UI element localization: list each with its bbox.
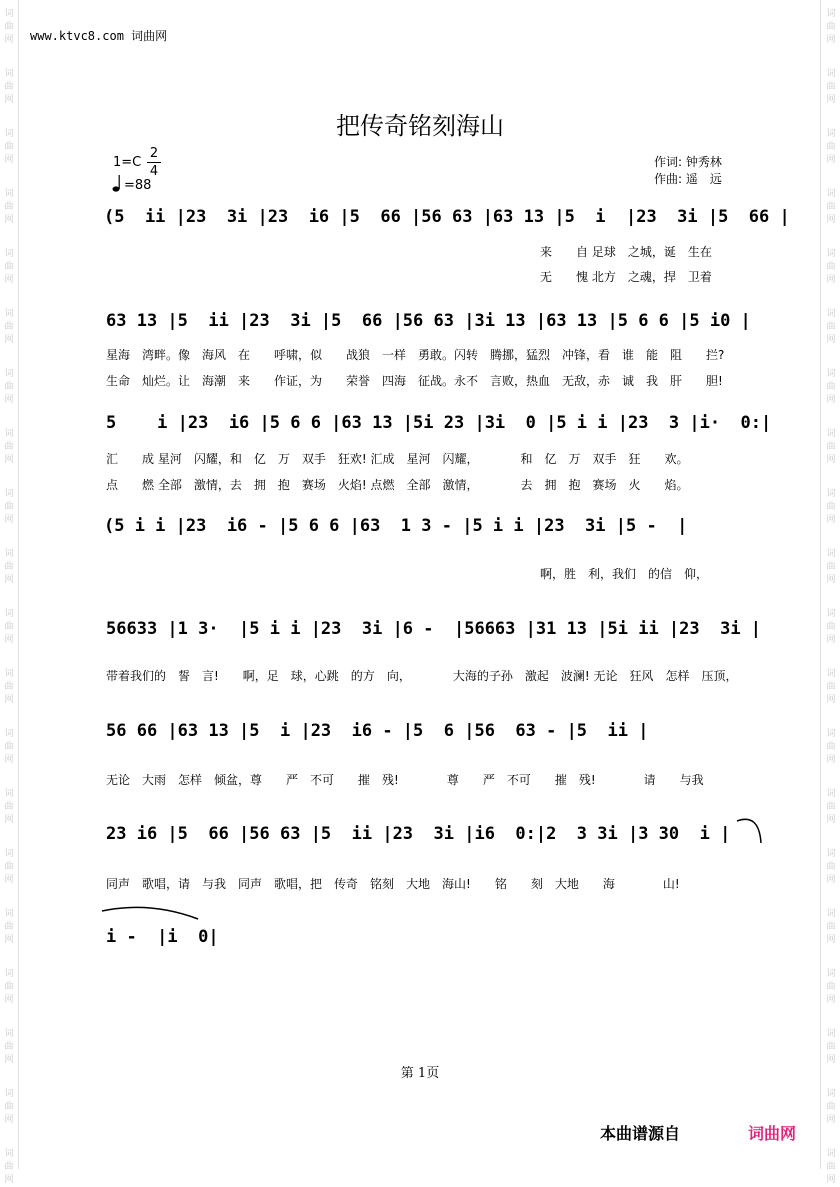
watermark-text: 词 曲 网 xyxy=(4,429,14,465)
lyric-line: 汇 成 星河 闪耀，和 亿 万 双手 狂欢! 汇成 星河 闪耀， 和 亿 万 双手 狂 欢。 xyxy=(106,452,689,466)
lyric-line: 无 愧 北方 之魂，捍 卫着 xyxy=(540,270,712,284)
watermark-text: 词 曲 网 xyxy=(826,189,836,225)
watermark-text: 词 曲 网 xyxy=(826,1029,836,1065)
lyric-line: 带着我们的 誓 言! 啊，足 球，心跳 的方 向， 大海的子孙 激起 波澜! 无论 狂风 怎样 压顶， xyxy=(106,669,738,683)
watermark-text: 词 曲 网 xyxy=(4,9,14,45)
site-header[interactable]: www.ktvc8.com 词曲网 xyxy=(30,29,168,43)
notation-line: 23 i6 |5 66 |56 63 |5 ii |23 3i |i6 0:|2 3 3i |3 30 i | xyxy=(106,824,731,844)
watermark-text: 词 曲 网 xyxy=(826,729,836,765)
watermark-text: 词 曲 网 xyxy=(4,849,14,885)
notation-line: i - |i 0| xyxy=(106,927,219,947)
watermark-text: 词 曲 网 xyxy=(826,429,836,465)
watermark-text: 词 曲 网 xyxy=(4,189,14,225)
quarter-note-icon xyxy=(112,173,124,193)
watermark-text: 词 曲 网 xyxy=(4,249,14,285)
watermark-text: 词 曲 网 xyxy=(826,609,836,645)
watermark-text: 词 曲 网 xyxy=(826,549,836,585)
watermark-text: 词 曲 网 xyxy=(826,909,836,945)
song-title: 把传奇铭刻海山 xyxy=(336,112,504,140)
notation-line: 56633 |1 3· |5 i i |23 3i |6 - |56663 |31 13 |5i ii |23 3i | xyxy=(106,619,762,639)
notation-line: 63 13 |5 ii |23 3i |5 66 |56 63 |3i 13 |63 13 |5 6 6 |5 i0 | xyxy=(106,311,751,331)
watermark-text: 词 曲 网 xyxy=(4,549,14,585)
watermark-text: 词 曲 网 xyxy=(4,789,14,825)
page-border-left xyxy=(18,0,19,1169)
watermark-text: 词 曲 网 xyxy=(4,369,14,405)
notation-line: 56 66 |63 13 |5 i |23 i6 - |5 6 |56 63 - |5 ii | xyxy=(106,721,649,741)
composer-credit: 作曲: 遥 远 xyxy=(654,172,722,186)
watermark-text: 词 曲 网 xyxy=(4,1089,14,1125)
watermark-text: 词 曲 网 xyxy=(4,669,14,705)
time-signature-top: 2 xyxy=(149,146,159,161)
watermark-text: 词 曲 网 xyxy=(826,849,836,885)
watermark-text: 词 曲 网 xyxy=(826,129,836,165)
watermark-column-left xyxy=(2,0,16,1185)
watermark-text: 词 曲 网 xyxy=(4,969,14,1005)
watermark-text: 词 曲 网 xyxy=(4,1149,14,1185)
watermark-text: 词 曲 网 xyxy=(4,729,14,765)
tempo-mark: =88 xyxy=(124,178,152,193)
time-signature-line xyxy=(147,162,161,163)
watermark-text: 词 曲 网 xyxy=(4,1029,14,1065)
watermark-text: 词 曲 网 xyxy=(4,129,14,165)
lyric-line: 生命 灿烂。让 海潮 来 作证，为 荣誉 四海 征战。永不 言败，热血 无敌，赤 诚 我 肝 胆! xyxy=(106,374,723,388)
notation-line: (5 ii |23 3i |23 i6 |5 66 |56 63 |63 13 |5 i |23 3i |5 66 | xyxy=(104,207,790,227)
watermark-text: 词 曲 网 xyxy=(826,669,836,705)
lyric-line: 星海 湾畔。像 海风 在 呼啸，似 战狼 一样 勇敢。闪转 腾挪，猛烈 冲锋，看 谁 能 阻 拦? xyxy=(106,348,725,362)
watermark-text: 词 曲 网 xyxy=(826,69,836,105)
lyric-line: 点 燃 全部 激情，去 拥 抱 赛场 火焰! 点燃 全部 激情， 去 拥 抱 赛场 火 焰。 xyxy=(106,478,689,492)
key-signature: 1=C xyxy=(113,155,142,170)
brand-logo[interactable]: 词曲网 xyxy=(748,1124,797,1143)
watermark-text: 词 曲 网 xyxy=(4,309,14,345)
notation-line: 5 i |23 i6 |5 6 6 |63 13 |5i 23 |3i 0 |5 i i |23 3 |i· 0:| xyxy=(106,413,772,433)
watermark-text: 词 曲 网 xyxy=(4,909,14,945)
watermark-text: 词 曲 网 xyxy=(826,369,836,405)
page-border-right xyxy=(820,0,821,1169)
watermark-text: 词 曲 网 xyxy=(4,609,14,645)
page-number: 第 1页 xyxy=(400,1066,440,1081)
watermark-text: 词 曲 网 xyxy=(826,969,836,1005)
watermark-text: 词 曲 网 xyxy=(826,789,836,825)
watermark-text: 词 曲 网 xyxy=(4,69,14,105)
watermark-text: 词 曲 网 xyxy=(826,309,836,345)
source-label: 本曲谱源自 xyxy=(600,1124,681,1143)
watermark-text: 词 曲 网 xyxy=(826,9,836,45)
notation-line: (5 i i |23 i6 - |5 6 6 |63 1 3 - |5 i i |23 3i |5 - | xyxy=(104,516,688,536)
tie-mark xyxy=(735,815,765,845)
lyricist-credit: 作词: 钟秀林 xyxy=(654,155,722,169)
lyric-line: 来 自 足球 之城，诞 生在 xyxy=(540,245,712,259)
time-signature-bottom: 4 xyxy=(149,164,159,179)
watermark-text: 词 曲 网 xyxy=(826,1089,836,1125)
watermark-text: 词 曲 网 xyxy=(826,249,836,285)
watermark-text: 词 曲 网 xyxy=(826,1149,836,1185)
lyric-line: 同声 歌唱，请 与我 同声 歌唱，把 传奇 铭刻 大地 海山! 铭 刻 大地 海 山! xyxy=(106,877,680,891)
watermark-column-right xyxy=(824,0,838,1185)
watermark-text: 词 曲 网 xyxy=(826,489,836,525)
lyric-line: 无论 大雨 怎样 倾盆，尊 严 不可 摧 残! 尊 严 不可 摧 残! 请 与我 xyxy=(106,773,704,787)
lyric-line: 啊，胜 利，我们 的信 仰， xyxy=(540,567,709,581)
watermark-text: 词 曲 网 xyxy=(4,489,14,525)
